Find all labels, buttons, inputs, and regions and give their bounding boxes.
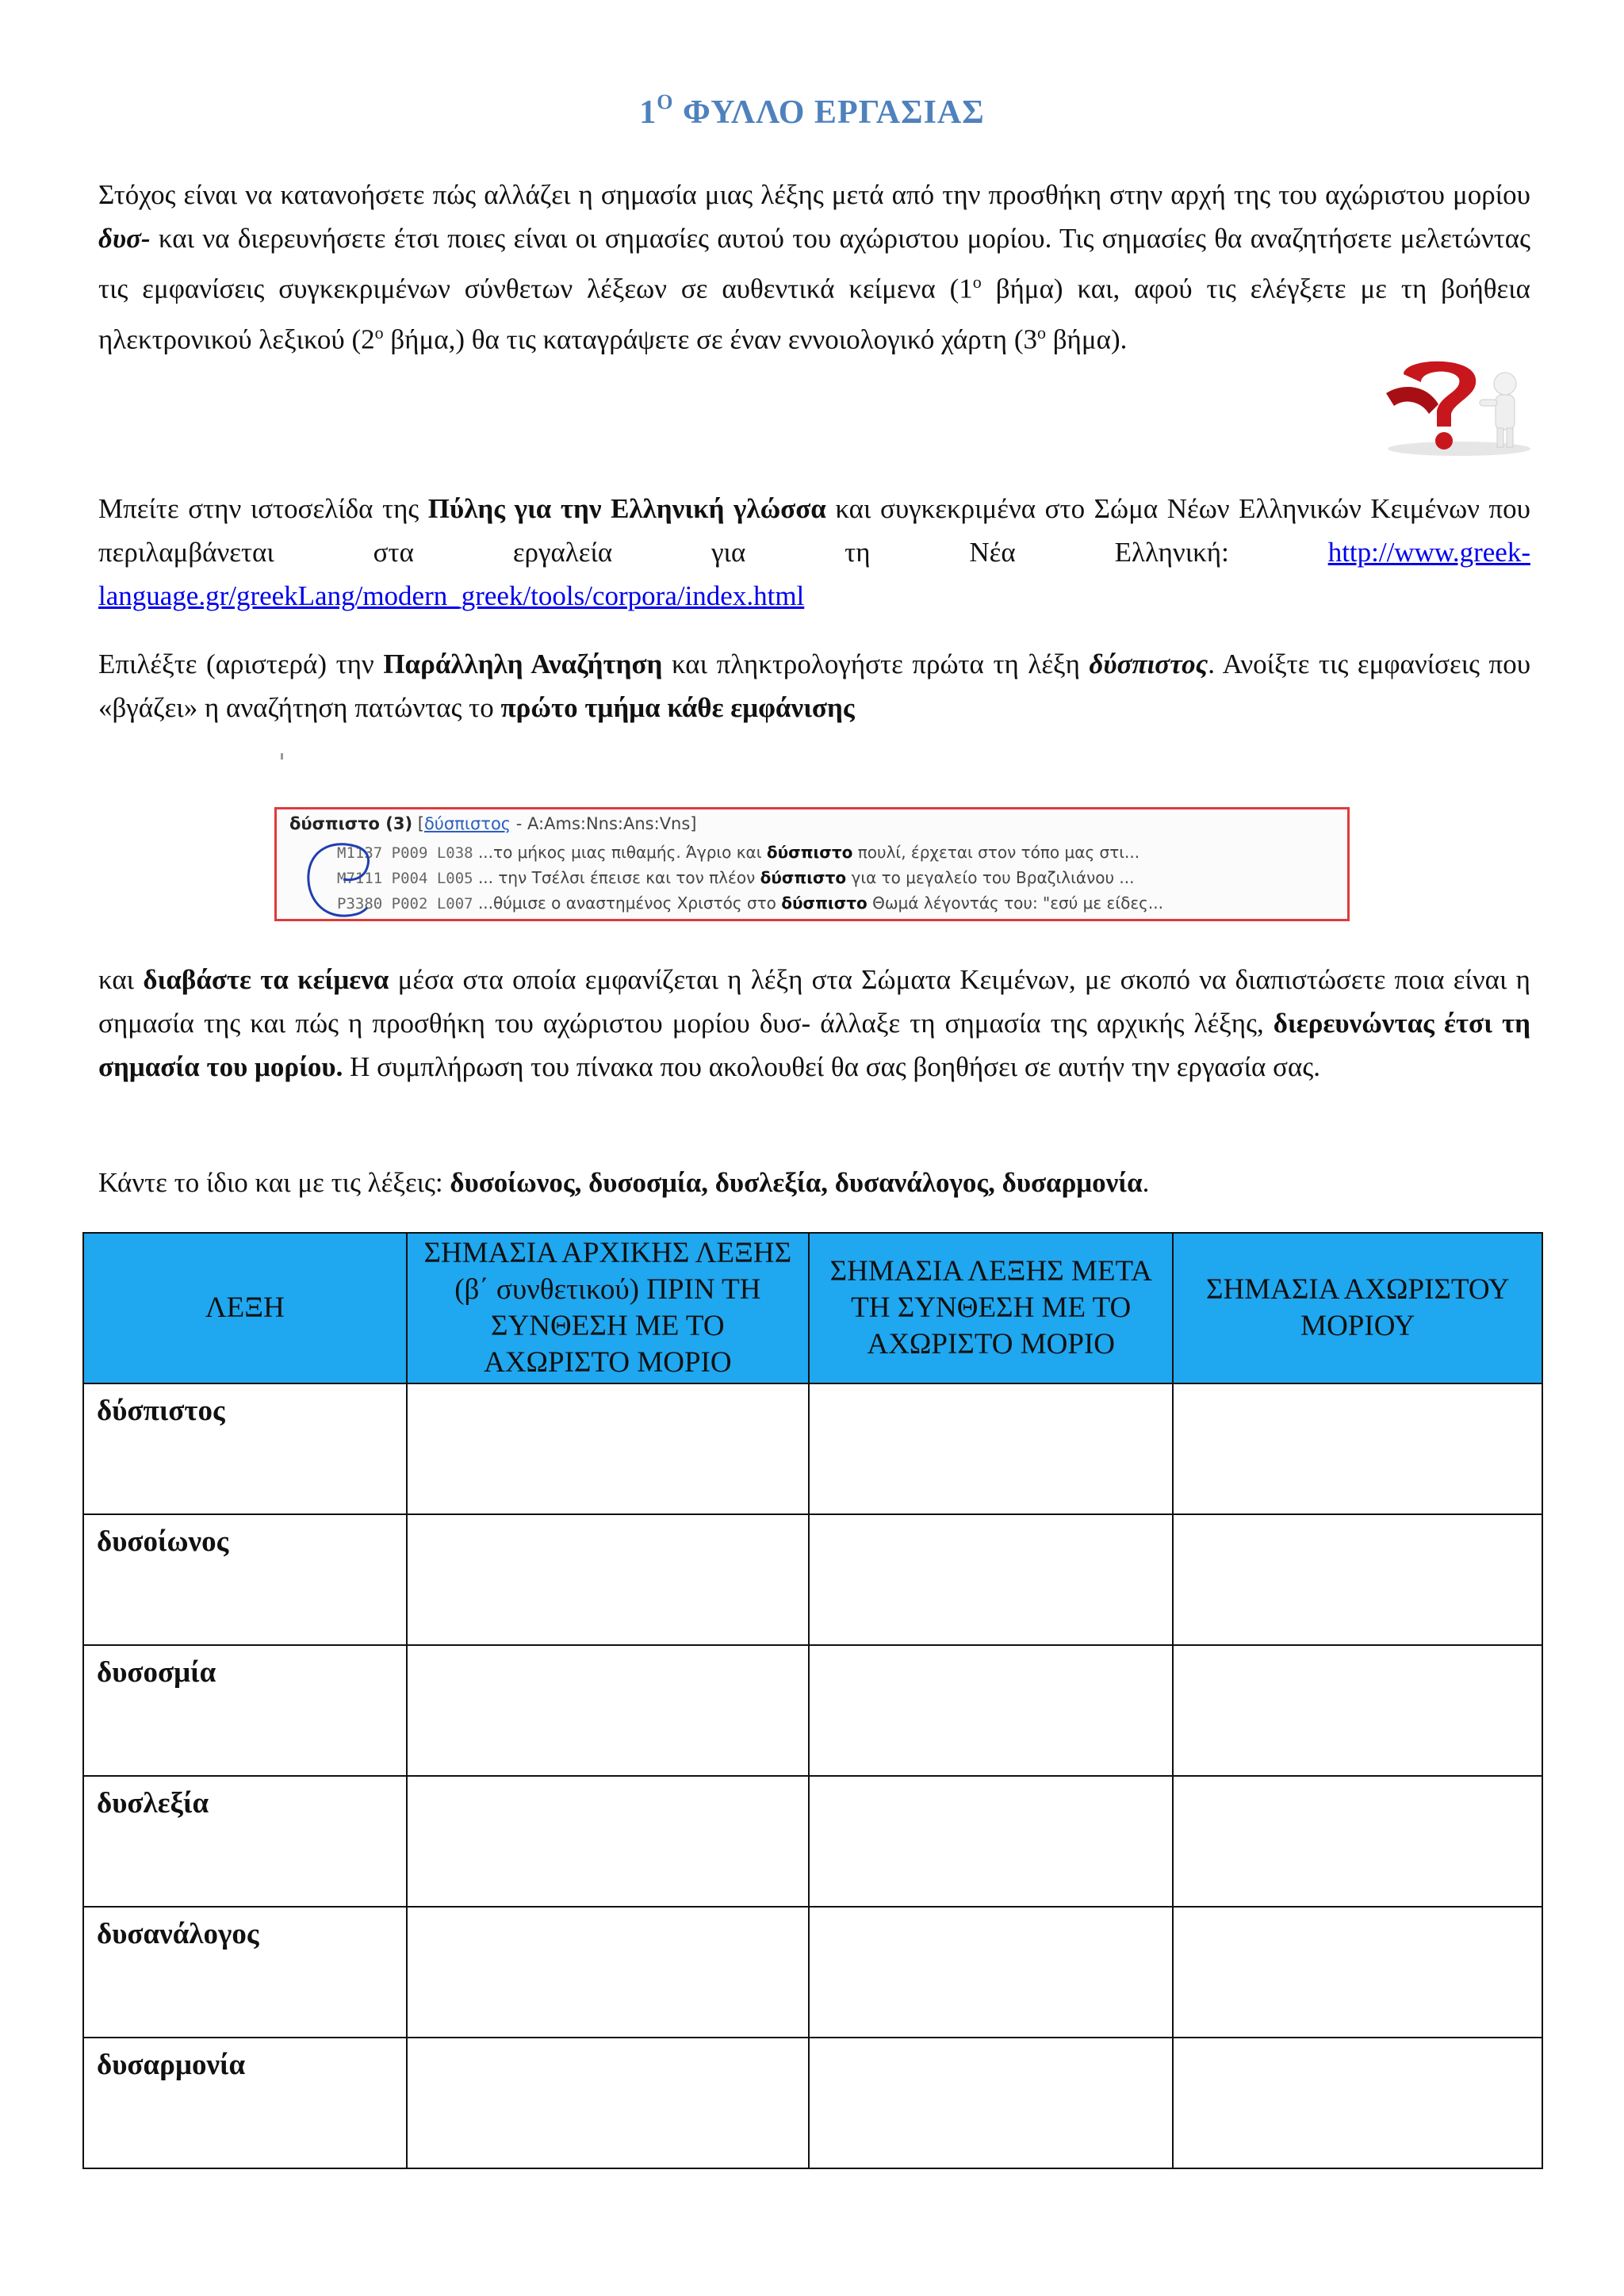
search-paragraph — [98, 642, 1530, 729]
read-text-3: Η συμπλήρωση του πίνακα που ακολουθεί θα σας βοηθήσει σε αυτήν την εργασία σας. — [343, 1051, 1320, 1082]
question-mark-figure-icon — [1372, 358, 1530, 457]
result-code[interactable]: P3380 P002 L007 — [337, 895, 473, 913]
title-superscript: Ο — [657, 90, 674, 113]
result-code[interactable]: M1137 P009 L038 — [337, 844, 473, 862]
result-row[interactable] — [337, 894, 1163, 913]
parallel-search-term: Παράλληλη Αναζήτηση — [383, 649, 663, 679]
prefix-term: δυσ- — [98, 223, 151, 254]
table-row — [83, 1383, 1542, 1514]
result-header: δύσπιστο (3) [δύσπιστος - A:Ams:Nns:Ans:Vns] — [289, 814, 697, 833]
result-keyword: δύσπιστο — [766, 843, 853, 862]
table-row — [83, 1907, 1542, 2038]
intro-text-2: και να διερευνήσετε έτσι ποιες είναι οι σημασίες αυτού του αχώριστου μορίου. Τις σημασίες θα αναζητήσετε μελετώντας τις εμφανίσεις συγκεκριμένων σύνθετων λέξεων σε αυθεντικά κείμενα (1 — [98, 223, 1530, 304]
table-row — [83, 1514, 1542, 1645]
result-post: για το μεγαλείο του Βραζιλιάνου ... — [846, 868, 1135, 887]
portal-text-2: και συγκεκριμένα στο Σώμα Νέων Ελληνικών Κειμένων που περιλαμβάνεται στα εργαλεία για τη Νέα Ελληνική: — [98, 493, 1530, 568]
read-paragraph — [98, 958, 1530, 1089]
word-cell: δυσαρμονία — [83, 2038, 407, 2168]
read-term: διαβάστε τα κείμενα — [143, 964, 389, 995]
ordinal-1: ο — [972, 272, 982, 292]
answer-cell[interactable] — [1173, 1383, 1542, 1514]
result-head-link[interactable]: δύσπιστος — [423, 814, 511, 833]
search-word: δύσπιστος — [1089, 649, 1208, 679]
hand-drawn-circle-icon — [299, 840, 385, 922]
result-pre: ...θύμισε ο αναστημένος Χριστός στο — [473, 894, 782, 913]
result-code[interactable]: M7111 P004 L005 — [337, 870, 473, 887]
answer-cell[interactable] — [407, 1776, 809, 1907]
table-header-row — [83, 1233, 1542, 1383]
answer-cell[interactable] — [1173, 1776, 1542, 1907]
result-post: πουλί, έρχεται στον τόπο μας στι... — [852, 843, 1140, 862]
word-cell: δυσοσμία — [83, 1645, 407, 1776]
answer-cell[interactable] — [407, 1645, 809, 1776]
corpora-link[interactable]: http://www.greek-language.gr/greekLang/modern_greek/tools/corpora/index.html — [98, 537, 1530, 611]
intro-paragraph — [98, 173, 1530, 361]
stray-mark — [281, 753, 283, 760]
table-row — [83, 1645, 1542, 1776]
table-row — [83, 1776, 1542, 1907]
repeat-paragraph — [98, 1161, 1530, 1204]
explore-term: διερευνώντας έτσι τη σημασία του μορίου. — [98, 1008, 1530, 1082]
answer-cell[interactable] — [407, 1514, 809, 1645]
intro-text-4: βήμα,) θα τις καταγράψετε σε έναν εννοιολογικό χάρτη (3 — [383, 323, 1037, 355]
worksheet-table — [82, 1232, 1543, 2169]
result-row[interactable] — [337, 868, 1134, 887]
result-keyword: δύσπιστο — [760, 868, 847, 887]
repeat-text-2: . — [1142, 1167, 1150, 1198]
word-cell: δυσλεξία — [83, 1776, 407, 1907]
answer-cell[interactable] — [809, 1645, 1173, 1776]
header-prefix-meaning: ΣΗΜΑΣΙΑ ΑΧΩΡΙΣΤΟΥ ΜΟΡΙΟΥ — [1173, 1233, 1542, 1383]
word-cell: δυσοίωνος — [83, 1514, 407, 1645]
portal-text-1: Μπείτε στην ιστοσελίδα της — [98, 493, 428, 524]
header-compound-meaning: ΣΗΜΑΣΙΑ ΛΕΞΗΣ ΜΕΤΑ ΤΗ ΣΥΝΘΕΣΗ ΜΕ ΤΟ ΑΧΩΡΙΣΤΟ ΜΟΡΙΟ — [809, 1233, 1173, 1383]
read-text-2: μέσα στα οποία εμφανίζεται η λέξη στα Σώματα Κειμένων, με σκοπό να διαπιστώσετε ποια είναι η σημασία της και πώς η προσθήκη του αχώριστου μορίου δυσ- άλλαξε τη σημασία της αρχικής λέξης, — [98, 964, 1530, 1039]
word-cell: δυσανάλογος — [83, 1907, 407, 2038]
answer-cell[interactable] — [1173, 1514, 1542, 1645]
ordinal-2: ο — [374, 322, 384, 342]
result-head-tags: - A:Ams:Nns:Ans:Vns] — [511, 814, 697, 833]
read-text-1: και — [98, 964, 144, 995]
search-text-1: Επιλέξτε (αριστερά) την — [98, 649, 384, 679]
answer-cell[interactable] — [407, 2038, 809, 2168]
answer-cell[interactable] — [809, 1776, 1173, 1907]
answer-cell[interactable] — [407, 1383, 809, 1514]
ordinal-3: ο — [1036, 322, 1046, 342]
search-results-screenshot — [274, 807, 1350, 921]
answer-cell[interactable] — [407, 1907, 809, 2038]
table-row — [83, 2038, 1542, 2168]
search-text-2: και πληκτρολογήστε πρώτα τη λέξη — [662, 649, 1090, 679]
intro-text-3: βήμα) και, αφού τις ελέγξετε με τη βοήθεια ηλεκτρονικού λεξικού (2 — [98, 273, 1530, 355]
result-head-word: δύσπιστο (3) — [289, 814, 413, 833]
answer-cell[interactable] — [809, 1383, 1173, 1514]
answer-cell[interactable] — [809, 1514, 1173, 1645]
search-text-3: . Ανοίξτε τις εμφανίσεις που «βγάζει» η αναζήτηση πατώντας το — [98, 649, 1531, 723]
portal-name: Πύλης για την Ελληνική γλώσσα — [427, 493, 826, 524]
answer-cell[interactable] — [809, 1907, 1173, 2038]
header-word: ΛΕΞΗ — [83, 1233, 407, 1383]
result-post: Θωμά λέγοντάς του: "εσύ με είδες... — [867, 894, 1163, 913]
word-list: δυσοίωνος, δυσοσμία, δυσλεξία, δυσανάλογος, δυσαρμονία — [450, 1167, 1143, 1198]
intro-text-1: Στόχος είναι να κατανοήσετε πώς αλλάζει η σημασία μιας λέξης μετά από την προσθήκη στην αρχή της του αχώριστου μορίου — [98, 179, 1530, 210]
intro-text-5: βήμα). — [1045, 323, 1128, 355]
answer-cell[interactable] — [1173, 2038, 1542, 2168]
repeat-text-1: Κάντε το ίδιο και με τις λέξεις: — [98, 1167, 450, 1198]
answer-cell[interactable] — [809, 2038, 1173, 2168]
header-original-meaning: ΣΗΜΑΣΙΑ ΑΡΧΙΚΗΣ ΛΕΞΗΣ (β΄ συνθετικού) ΠΡΙΝ ΤΗ ΣΥΝΘΕΣΗ ΜΕ ΤΟ ΑΧΩΡΙΣΤΟ ΜΟΡΙΟ — [407, 1233, 809, 1383]
result-row[interactable] — [337, 843, 1139, 862]
first-part-term: πρώτο τμήμα κάθε εμφάνισης — [500, 692, 855, 723]
result-pre: ...το μήκος μιας πιθαμής. Άγριο και — [473, 843, 767, 862]
result-pre: ... την Τσέλσι έπεισε και τον πλέον — [473, 868, 760, 887]
answer-cell[interactable] — [1173, 1645, 1542, 1776]
title-text: ΦΥΛΛΟ ΕΡΓΑΣΙΑΣ — [673, 94, 985, 131]
word-cell: δύσπιστος — [83, 1383, 407, 1514]
page-title — [0, 90, 1624, 132]
portal-paragraph — [98, 487, 1530, 618]
answer-cell[interactable] — [1173, 1907, 1542, 2038]
result-keyword: δύσπιστο — [781, 894, 868, 913]
title-number: 1 — [639, 94, 657, 131]
